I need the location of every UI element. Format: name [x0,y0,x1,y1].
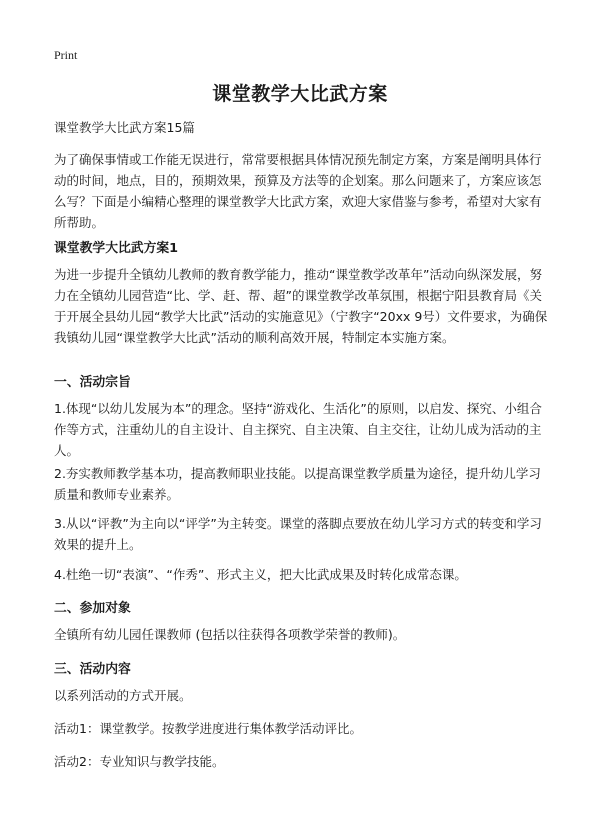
content-heading: 三、活动内容 [54,662,131,677]
purpose-item-2: 2.夯实教师教学基本功，提高教师职业技能。以提高课堂教学质量为途径，提升幼儿学习质量和教师专业素养。 [54,466,541,502]
purpose-item-3: 3.从以“评教”为主向以“评学”为主转变。课堂的落脚点要放在幼儿学习方式的转变和学习效果的提升上。 [54,516,542,552]
intro-paragraph: 为了确保事情或工作能无误进行，常常要根据具体情况预先制定方案，方案是阐明具体行动的时间，地点，目的，预期效果，预算及方法等的企划案。那么问题来了，方案应该怎么写？下面是小编精心整理的课堂教学大比武方案，欢迎大家借鉴与参考，希望对大家有所帮助。 [54,152,542,230]
purpose-item-4: 4.杜绝一切“表演”、“作秀”、形式主义，把大比武成果及时转化成常态课。 [54,567,467,582]
purpose-heading: 一、活动宗旨 [54,375,131,390]
document-subtitle: 课堂教学大比武方案15篇 [54,120,195,135]
section-1-paragraph: 为进一步提升全镇幼儿教师的教育教学能力，推动“课堂教学改革年”活动向纵深发展，努力在全镇幼儿园营造“比、学、赶、帮、超”的课堂教学改革氛围，根据宁阳县教育局《关于开展全县幼儿园“教学大比武”活动的实施意见》（宁教字“20xx 9号）文件要求，为确保我镇幼儿园“课堂教学大比武”活动的顺利高效开展，特制定本实施方案。 [54,267,548,345]
participants-heading: 二、参加对象 [54,601,131,616]
document-title: 课堂教学大比武方案 [212,83,388,105]
activity-2: 活动2：专业知识与教学技能。 [54,754,225,769]
section-1-heading: 课堂教学大比武方案1 [54,241,179,256]
activity-1: 活动1：课堂教学。按教学进度进行集体教学活动评比。 [54,721,362,736]
purpose-item-1: 1.体现“以幼儿发展为本”的理念。坚持“游戏化、生活化”的原则，以启发、探究、小组合作等方式，注重幼儿的自主设计、自主探究、自主决策、自主交往，让幼儿成为活动的主人。 [54,401,542,458]
content-intro: 以系列活动的方式开展。 [54,688,192,703]
print-link[interactable]: Print [54,48,78,62]
participants-text: 全镇所有幼儿园任课教师 (包括以往获得各项教学荣誉的教师)。 [54,627,406,642]
